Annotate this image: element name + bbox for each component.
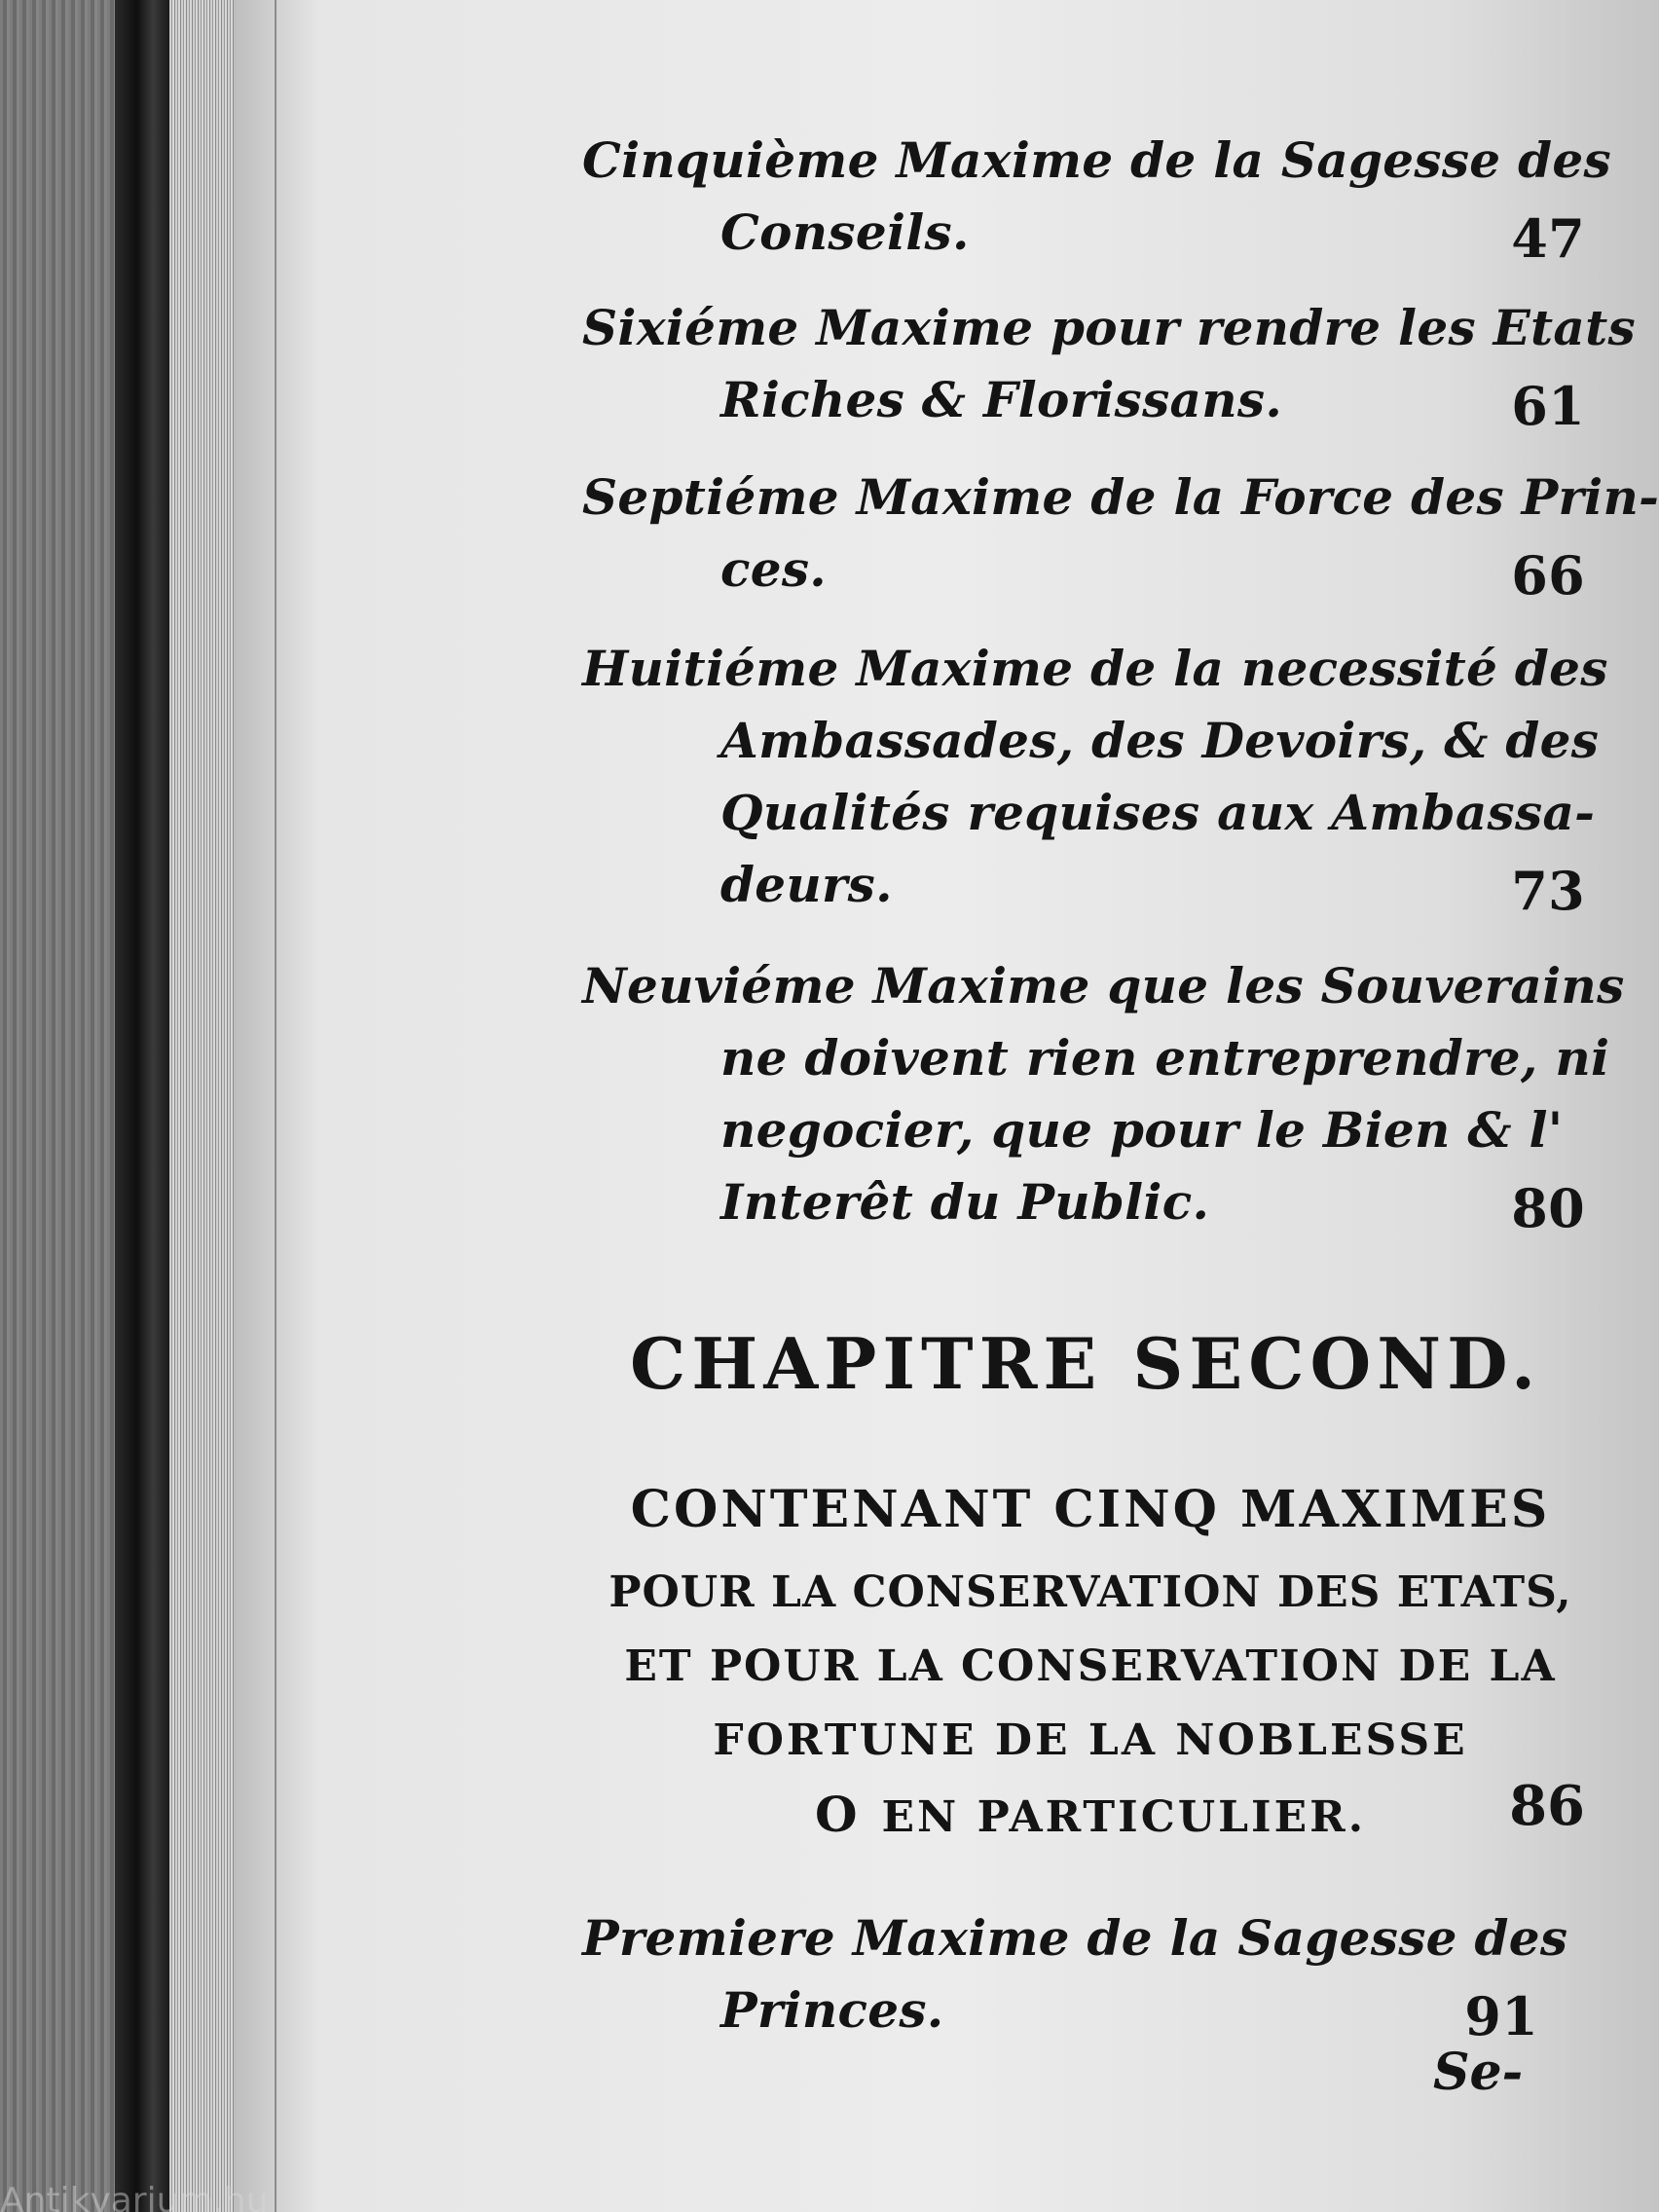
book-spine [115, 0, 169, 2212]
toc-entry-9 [582, 950, 1625, 1239]
toc-entry-line: Premiere Maxime de la Sagesse des [582, 1909, 1568, 1967]
chapter-page-number: 86 [1509, 1774, 1585, 1838]
toc-entry-line: Interêt du Public. [720, 1173, 1210, 1231]
chapter-subtitle-text: EN PARTICULIER. [881, 1792, 1367, 1842]
toc-entry-line: Qualités requises aux Ambassa- [720, 784, 1596, 841]
watermark: Antikvarium.hu [0, 2181, 269, 2212]
toc-entry-8 [582, 633, 1608, 922]
toc-page-number: 66 [1511, 544, 1585, 607]
chapter-subtitle-line: ET POUR LA CONSERVATION DE LA [624, 1641, 1557, 1691]
page-edges [169, 0, 234, 2212]
chapter-title: CHAPITRE SECOND. [629, 1322, 1542, 1405]
gutter-line [275, 0, 276, 2212]
toc-entry-6 [582, 292, 1636, 437]
toc-page-number: 61 [1511, 375, 1585, 437]
toc-entry-line: Princes. [720, 1981, 944, 2039]
toc-entry-line: deurs. [720, 856, 893, 913]
toc-entry-line: Septiéme Maxime de la Force des Prin- [582, 468, 1659, 526]
toc-page-number: 47 [1511, 207, 1585, 270]
toc-entry-line: negocier, que pour le Bien & l' [720, 1101, 1564, 1159]
toc-page-number: 91 [1464, 1985, 1538, 2047]
toc-entry-line: Huitiéme Maxime de la necessité des [582, 640, 1608, 697]
toc-entry-line: Riches & Florissans. [720, 371, 1283, 428]
toc-page-number: 80 [1511, 1177, 1585, 1239]
toc-entry-line: ces. [720, 540, 828, 598]
catchword: Se- [1433, 2043, 1524, 2102]
chapter-subtitle-line-last [574, 1786, 1606, 1843]
toc-entry-line: Ambassades, des Devoirs, & des [720, 712, 1600, 769]
chapter-subtitle-line: CONTENANT CINQ MAXIMES [630, 1480, 1551, 1539]
toc-entry-line: Conseils. [720, 203, 970, 261]
chapter-subtitle-o: O [814, 1786, 861, 1843]
toc-entry-line: ne doivent rien entreprendre, ni [720, 1029, 1610, 1087]
toc-entry-1 [582, 1902, 1585, 2046]
toc-entry-7 [582, 461, 1659, 607]
chapter-subtitle-line: POUR LA CONSERVATION DES ETATS, [608, 1567, 1572, 1617]
toc-entry-line: Sixiéme Maxime pour rendre les Etats [582, 299, 1636, 356]
toc-entry-5 [582, 125, 1611, 270]
toc-entry-line: Cinquième Maxime de la Sagesse des [582, 131, 1611, 189]
chapter-subtitle-line: FORTUNE DE LA NOBLESSE [713, 1715, 1468, 1765]
toc-entry-line: Neuviéme Maxime que les Souverains [582, 957, 1625, 1014]
toc-page-number: 73 [1511, 860, 1585, 922]
